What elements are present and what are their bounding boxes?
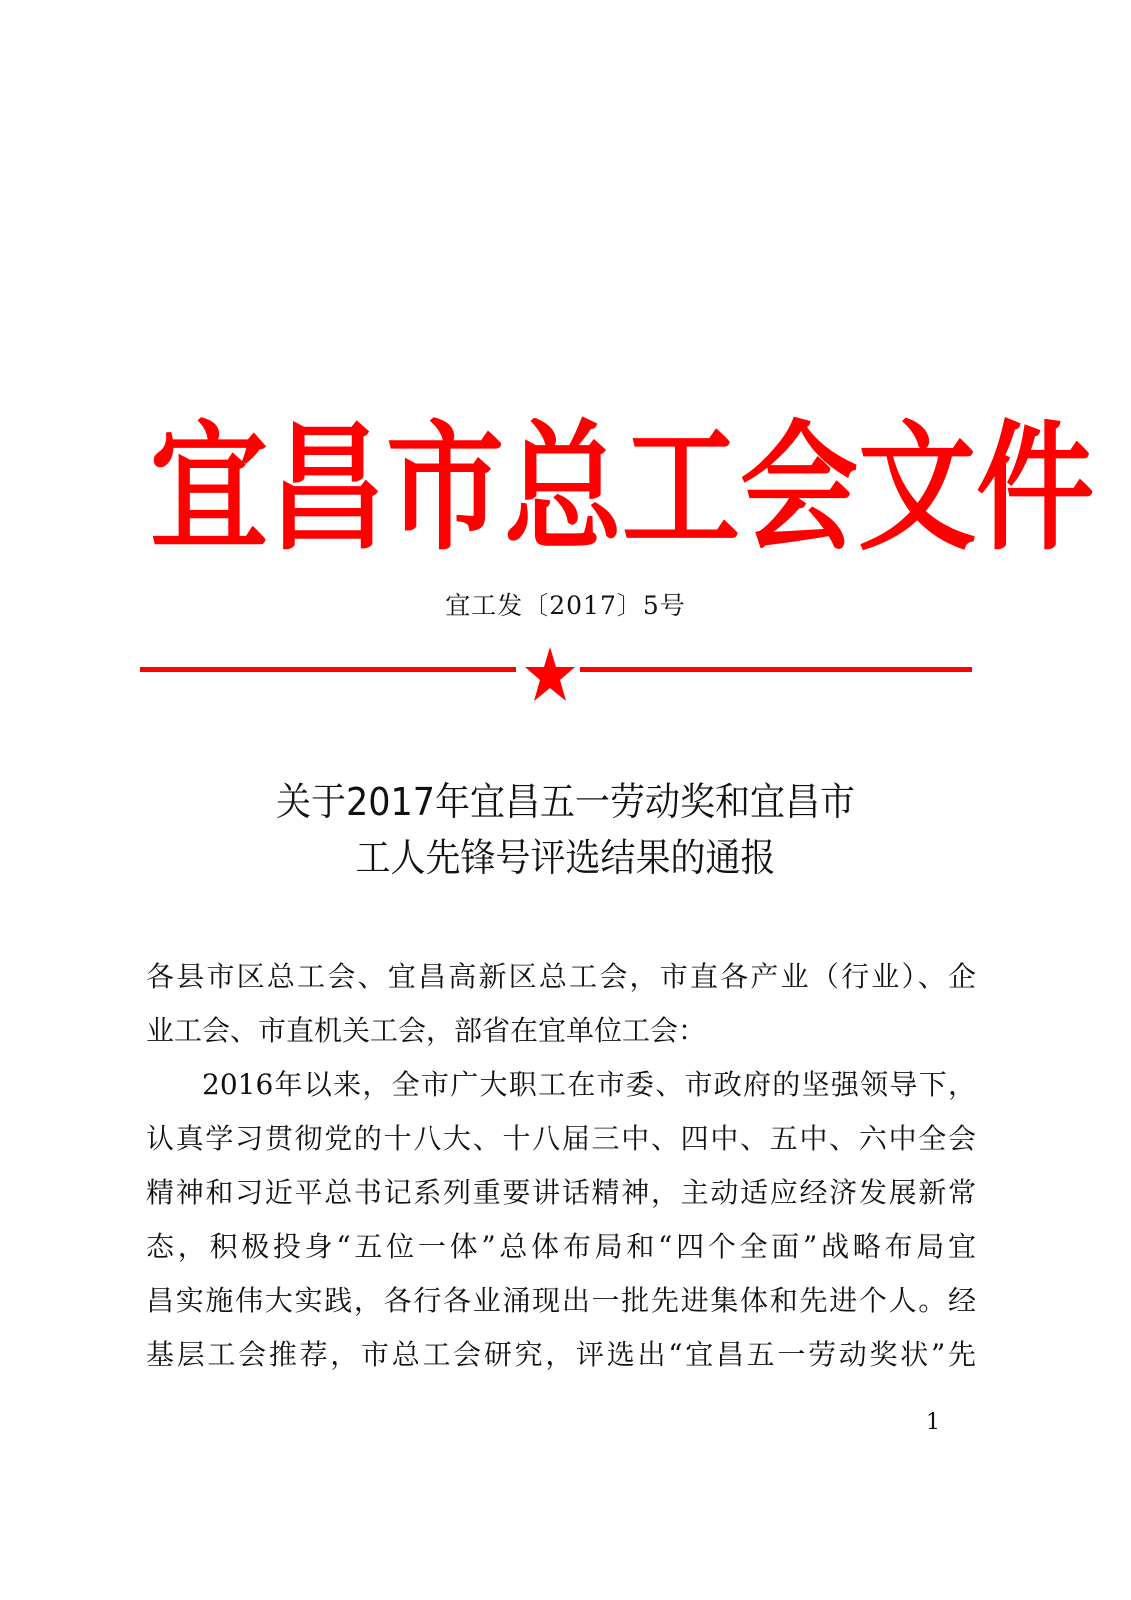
subject-line-2: 工人先锋号评选结果的通报 [355, 837, 776, 881]
paragraph-line: 认真学习贯彻党的十八大、十八届三中、四中、五中、六中全会 [146, 1122, 976, 1155]
red-divider-right [580, 667, 972, 672]
title-char: 件 [976, 406, 1095, 570]
title-char: 文 [858, 406, 977, 570]
title-char: 会 [740, 406, 859, 570]
title-char: 工 [622, 406, 741, 570]
salutation-line: 各县市区总工会、宜昌高新区总工会，市直各产业（行业）、企 [146, 960, 976, 993]
paragraph-line: 态，积极投身“五位一体”总体布局和“四个全面”战略布局宜 [146, 1230, 976, 1263]
paragraph-line: 精神和习近平总书记系列重要讲话精神，主动适应经济发展新常 [146, 1176, 976, 1209]
issuing-authority-title [150, 406, 1095, 570]
paragraph-line: 基层工会推荐，市总工会研究，评选出“宜昌五一劳动奖状”先 [146, 1338, 976, 1371]
document-subject [0, 775, 1131, 887]
subject-line-1: 关于2017年宜昌五一劳动奖和宜昌市 [275, 781, 856, 825]
title-char: 市 [386, 406, 505, 570]
title-char: 昌 [268, 406, 387, 570]
paragraph-line: 昌实施伟大实践，各行各业涌现出一批先进集体和先进个人。经 [146, 1284, 976, 1317]
title-char: 宜 [150, 406, 269, 570]
red-divider-left [140, 667, 516, 672]
star-icon [524, 645, 576, 703]
salutation-line: 业工会、市直机关工会，部省在宜单位工会： [146, 1014, 707, 1047]
paragraph-line: 2016年以来，全市广大职工在市委、市政府的坚强领导下， [202, 1068, 976, 1101]
document-number: 宜工发〔2017〕5号 [445, 591, 686, 620]
title-char: 总 [504, 406, 623, 570]
page-number: 1 [926, 1410, 940, 1435]
document-body [146, 950, 976, 1382]
